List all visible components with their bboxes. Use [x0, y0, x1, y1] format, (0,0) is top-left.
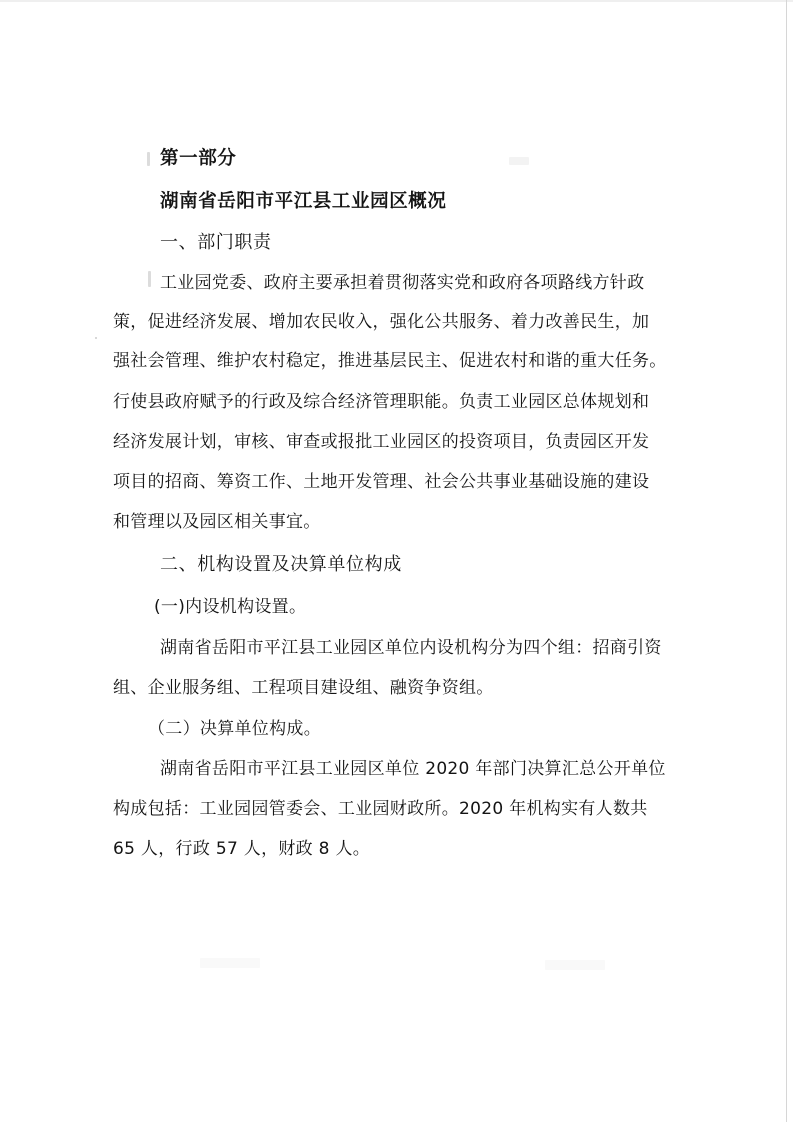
scan-speck [545, 960, 605, 970]
section-heading-duties: 一、部门职责 [160, 232, 272, 253]
paragraph-line: 经济发展计划，审核、审查或报批工业园区的投资项目，负责园区开发 [113, 432, 650, 452]
paragraph-line: 行使县政府赋予的行政及综合经济管理职能。负责工业园区总体规划和 [113, 392, 650, 412]
section-heading-structure: 二、机构设置及决算单位构成 [160, 554, 402, 575]
paragraph-line: 策，促进经济发展、增加农民收入，强化公共服务、着力改善民生，加 [113, 312, 650, 332]
subsection-heading-internal: (一)内设机构设置。 [154, 597, 307, 617]
part-title: 第一部分 [160, 148, 237, 169]
paragraph-line: 强社会管理、维护农村稳定，推进基层民主、促进农村和谐的重大任务。 [113, 351, 667, 371]
paragraph-line: 和管理以及园区相关事宜。 [113, 512, 321, 532]
scan-speck [200, 958, 260, 968]
org-overview-title: 湖南省岳阳市平江县工业园区概况 [160, 191, 447, 212]
scan-speck [509, 157, 529, 165]
scan-speck [95, 337, 97, 339]
scan-edge-top [0, 0, 793, 2]
paragraph-line: 湖南省岳阳市平江县工业园区单位 2020 年部门决算汇总公开单位 [160, 759, 666, 779]
scan-speck [147, 152, 150, 166]
paragraph-line: 湖南省岳阳市平江县工业园区单位内设机构分为四个组：招商引资 [160, 638, 662, 658]
subsection-heading-units: （二）决算单位构成。 [148, 719, 321, 739]
paragraph-line: 组、企业服务组、工程项目建设组、融资争资组。 [113, 678, 494, 698]
paragraph-line: 项目的招商、筹资工作、土地开发管理、社会公共事业基础设施的建设 [113, 472, 650, 492]
scan-edge-right [786, 0, 787, 1122]
scan-speck [148, 271, 151, 287]
paragraph-line: 构成包括：工业园园管委会、工业园财政所。2020 年机构实有人数共 [113, 799, 648, 819]
paragraph-line: 工业园党委、政府主要承担着贯彻落实党和政府各项路线方针政 [160, 273, 645, 293]
paragraph-line: 65 人，行政 57 人，财政 8 人。 [113, 839, 371, 859]
